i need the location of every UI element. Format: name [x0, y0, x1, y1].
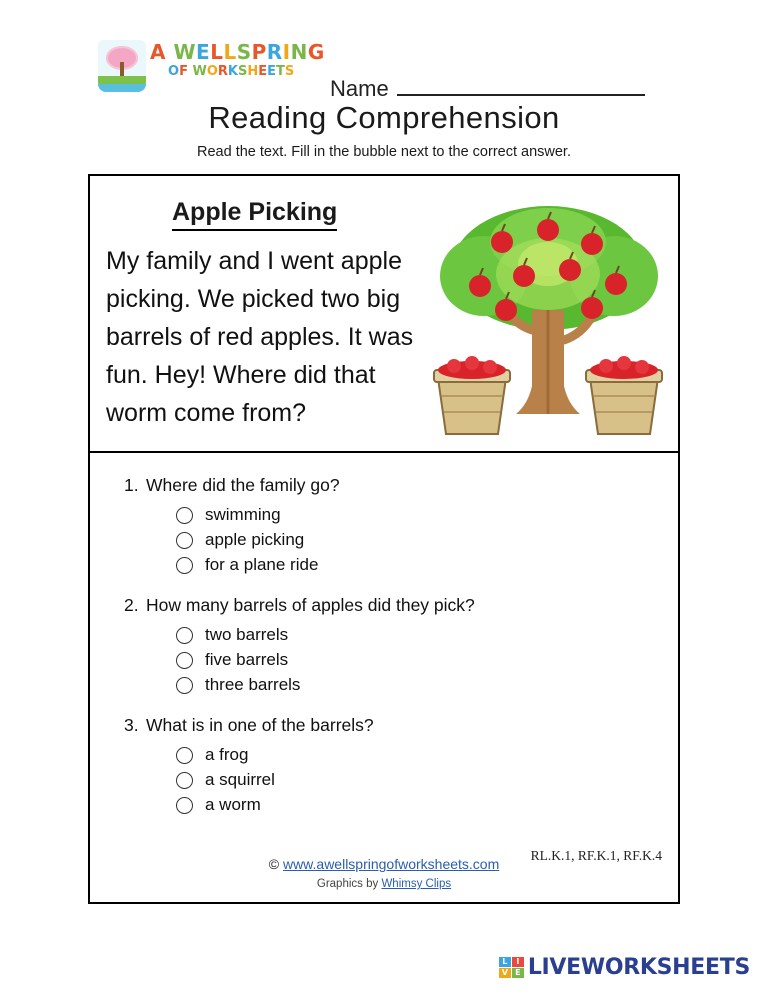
radio-bubble-icon[interactable] [176, 677, 193, 694]
liveworksheets-branding [499, 955, 750, 980]
graphics-credit-link[interactable]: Whimsy Clips [381, 878, 452, 890]
question-2-text: How many barrels of apples did they pick? [146, 595, 475, 615]
name-field-row[interactable] [330, 74, 645, 102]
name-label: Name [330, 76, 389, 101]
graphics-credit-line [90, 878, 678, 890]
option[interactable] [176, 650, 678, 670]
page-title: Reading Comprehension [208, 100, 560, 135]
questions-section [90, 453, 678, 835]
option-label: two barrels [205, 625, 289, 644]
question-1-number: 1. [124, 475, 139, 495]
question-1-options [124, 505, 678, 575]
radio-bubble-icon[interactable] [176, 507, 193, 524]
name-input-line[interactable] [397, 74, 645, 96]
option[interactable] [176, 770, 678, 790]
passage-section [90, 176, 678, 453]
worksheet-body [88, 174, 680, 904]
question-1 [124, 475, 678, 575]
question-1-text: Where did the family go? [146, 475, 340, 495]
option[interactable] [176, 555, 678, 575]
copyright-symbol: © [268, 856, 280, 872]
story-title: Apple Picking [172, 198, 337, 231]
website-link[interactable]: www.awellspringofworksheets.com [282, 856, 500, 872]
option-label: for a plane ride [205, 555, 319, 574]
sheet-footer [90, 856, 678, 890]
standards-codes: RL.K.1, RF.K.1, RF.K.4 [530, 848, 662, 863]
question-3-prompt [124, 715, 678, 736]
question-3-options [124, 745, 678, 815]
logo-line-1: A WELLSPRING [150, 40, 325, 64]
radio-bubble-icon[interactable] [176, 747, 193, 764]
option-label: three barrels [205, 675, 301, 694]
page-instructions: Read the text. Fill in the bubble next to the correct answer. [197, 144, 571, 160]
option-label: five barrels [205, 650, 289, 669]
liveworksheets-wordmark: LIVEWORKSHEETS [527, 955, 750, 980]
question-3 [124, 715, 678, 815]
liveworksheets-logo-icon: L I V E [499, 957, 525, 979]
radio-bubble-icon[interactable] [176, 532, 193, 549]
radio-bubble-icon[interactable] [176, 557, 193, 574]
question-2-options [124, 625, 678, 695]
option[interactable] [176, 505, 678, 525]
question-3-number: 3. [124, 715, 139, 735]
question-2-prompt [124, 595, 678, 616]
graphics-credit-prefix: Graphics by [316, 878, 382, 890]
question-2-number: 2. [124, 595, 139, 615]
option-label: a frog [205, 745, 249, 764]
option-label: a squirrel [205, 770, 275, 789]
option[interactable] [176, 675, 678, 695]
question-3-text: What is in one of the barrels? [146, 715, 374, 735]
radio-bubble-icon[interactable] [176, 627, 193, 644]
option[interactable] [176, 795, 678, 815]
logo-line-2: OF WORKSHEETS [168, 64, 295, 79]
story-text: My family and I went apple picking. We picked two big barrels of red apples. It was fun. Hey! Where did that worm come from? [106, 247, 414, 427]
radio-bubble-icon[interactable] [176, 797, 193, 814]
option-label: a worm [205, 795, 261, 814]
option[interactable] [176, 625, 678, 645]
radio-bubble-icon[interactable] [176, 652, 193, 669]
option-label: swimming [205, 505, 281, 524]
question-1-prompt [124, 475, 678, 496]
option[interactable] [176, 530, 678, 550]
option[interactable] [176, 745, 678, 765]
radio-bubble-icon[interactable] [176, 772, 193, 789]
question-2 [124, 595, 678, 695]
page-header [0, 22, 768, 102]
option-label: apple picking [205, 530, 305, 549]
copyright-line [269, 856, 500, 872]
apple-tree-with-baskets-illustration [424, 190, 672, 446]
site-logo [96, 34, 325, 96]
tree-pond-logo-icon [96, 40, 148, 92]
